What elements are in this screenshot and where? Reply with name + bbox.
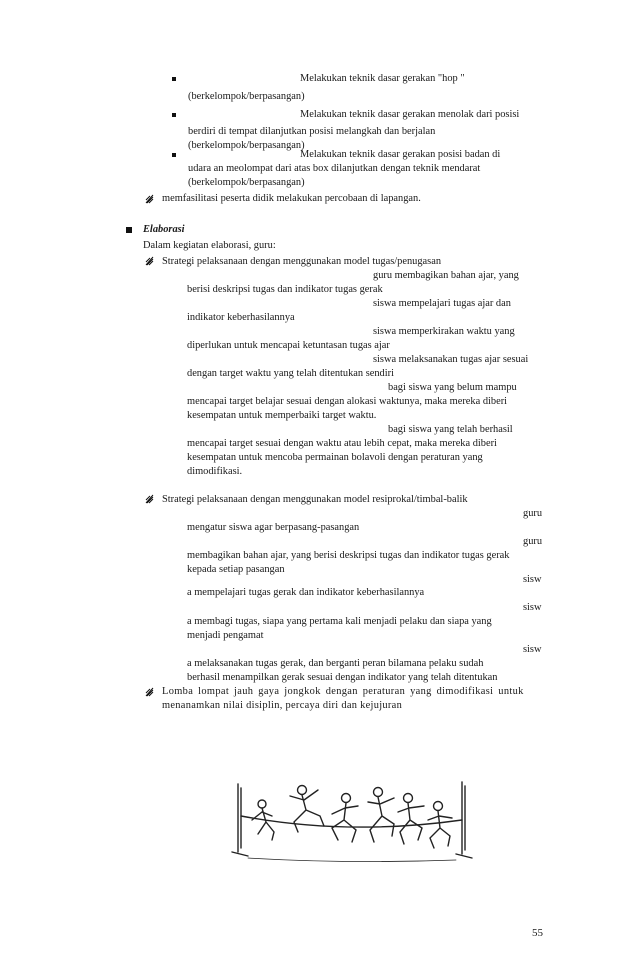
- s2-step-5-line-2: berhasil menampilkan gerak sesuai dengan indikator yang telah ditentukan: [187, 672, 498, 683]
- s1-step-5-line-2: kesempatan untuk memperbaiki target waktu.: [187, 410, 377, 421]
- square-bullet-icon: [172, 113, 176, 117]
- s2-step-1-line-1: mengatur siswa agar berpasang-pasangan: [187, 522, 360, 533]
- s2-step-2-line-1: membagikan bahan ajar, yang berisi deskripsi tugas dan indikator tugas gerak: [187, 550, 510, 561]
- contest-line-1: Lomba lompat jauh gaya jongkok dengan peraturan yang dimodifikasi untuk: [162, 686, 524, 697]
- s2-step-3-line-1: a mempelajari tugas gerak dan indikator keberhasilannya: [187, 587, 425, 598]
- s1-step-5-lead: bagi siswa yang belum mampu: [388, 382, 517, 393]
- square-bullet-icon: [172, 77, 176, 81]
- s1-step-2-line-1: indikator keberhasilannya: [187, 312, 295, 323]
- elaborasi-intro: Dalam kegiatan elaborasi, guru:: [143, 240, 276, 251]
- s1-step-2-lead: siswa mempelajari tugas ajar dan: [373, 298, 511, 309]
- elaborasi-heading: Elaborasi: [143, 224, 185, 235]
- top-item-1-lead: Melakukan teknik dasar gerakan "hop ": [300, 73, 465, 84]
- pen-bullet-icon: [145, 494, 154, 504]
- s1-step-3-lead: siswa memperkirakan waktu yang: [373, 326, 515, 337]
- pen-bullet-icon: [145, 687, 154, 697]
- long-jump-illustration: [228, 776, 480, 868]
- s2-step-1-lead: guru: [523, 508, 543, 519]
- square-bullet-icon: [172, 153, 176, 157]
- square-bullet-icon: [126, 227, 132, 233]
- s1-step-6-lead: bagi siswa yang telah berhasil: [388, 424, 513, 435]
- strategy1-title: Strategi pelaksanaan dengan menggunakan model tugas/penugasan: [162, 256, 442, 267]
- s1-step-6-line-1: mencapai target sesuai dengan waktu atau lebih cepat, maka mereka diberi: [187, 438, 497, 449]
- facilitate-line: memfasilitasi peserta didik melakukan percobaan di lapangan.: [162, 193, 421, 204]
- pen-bullet-icon: [145, 194, 154, 204]
- s2-step-5-lead: sisw: [523, 644, 542, 655]
- strategy2-title: Strategi pelaksanaan dengan menggunakan model resiprokal/timbal-balik: [162, 494, 468, 505]
- contest-line-2: menanamkan nilai disiplin, percaya diri dan kejujuran: [162, 700, 403, 711]
- s1-step-1-line-1: berisi deskripsi tugas dan indikator tugas gerak: [187, 284, 383, 295]
- s1-step-6-line-2: kesempatan untuk mencoba permainan bolavoli dengan peraturan yang: [187, 452, 483, 463]
- s1-step-6-line-3: dimodifikasi.: [187, 466, 243, 477]
- s2-step-3-lead: sisw: [523, 574, 542, 585]
- top-item-3-lead: Melakukan teknik dasar gerakan posisi badan di: [300, 149, 501, 160]
- top-item-3-line-2: (berkelompok/berpasangan): [188, 177, 305, 188]
- top-item-2-line-2: (berkelompok/berpasangan): [188, 140, 305, 151]
- s2-step-2-lead: guru: [523, 536, 543, 547]
- top-item-3-line-1: udara an meolompat dari atas box dilanjutkan dengan teknik mendarat: [188, 163, 481, 174]
- page-number: 55: [532, 927, 543, 939]
- top-item-2-lead: Melakukan teknik dasar gerakan menolak dari posisi: [300, 109, 520, 120]
- s2-step-2-line-2: kepada setiap pasangan: [187, 564, 285, 575]
- s1-step-4-lead: siswa melaksanakan tugas ajar sesuai: [373, 354, 529, 365]
- s2-step-4-line-1: a membagi tugas, siapa yang pertama kali menjadi pelaku dan siapa yang: [187, 616, 492, 627]
- s1-step-1-lead: guru membagikan bahan ajar, yang: [373, 270, 519, 281]
- s1-step-4-line-1: dengan target waktu yang telah ditentukan sendiri: [187, 368, 394, 379]
- top-item-2-line-1: berdiri di tempat dilanjutkan posisi melangkah dan berjalan: [188, 126, 436, 137]
- s2-step-4-line-2: menjadi pengamat: [187, 630, 264, 641]
- s1-step-3-line-1: diperlukan untuk mencapai ketuntasan tugas ajar: [187, 340, 390, 351]
- pen-bullet-icon: [145, 256, 154, 266]
- s2-step-5-line-1: a melaksanakan tugas gerak, dan berganti peran bilamana pelaku sudah: [187, 658, 484, 669]
- s1-step-5-line-1: mencapai target belajar sesuai dengan alokasi waktunya, maka mereka diberi: [187, 396, 508, 407]
- top-item-1-line-1: (berkelompok/berpasangan): [188, 91, 305, 102]
- s2-step-4-lead: sisw: [523, 602, 542, 613]
